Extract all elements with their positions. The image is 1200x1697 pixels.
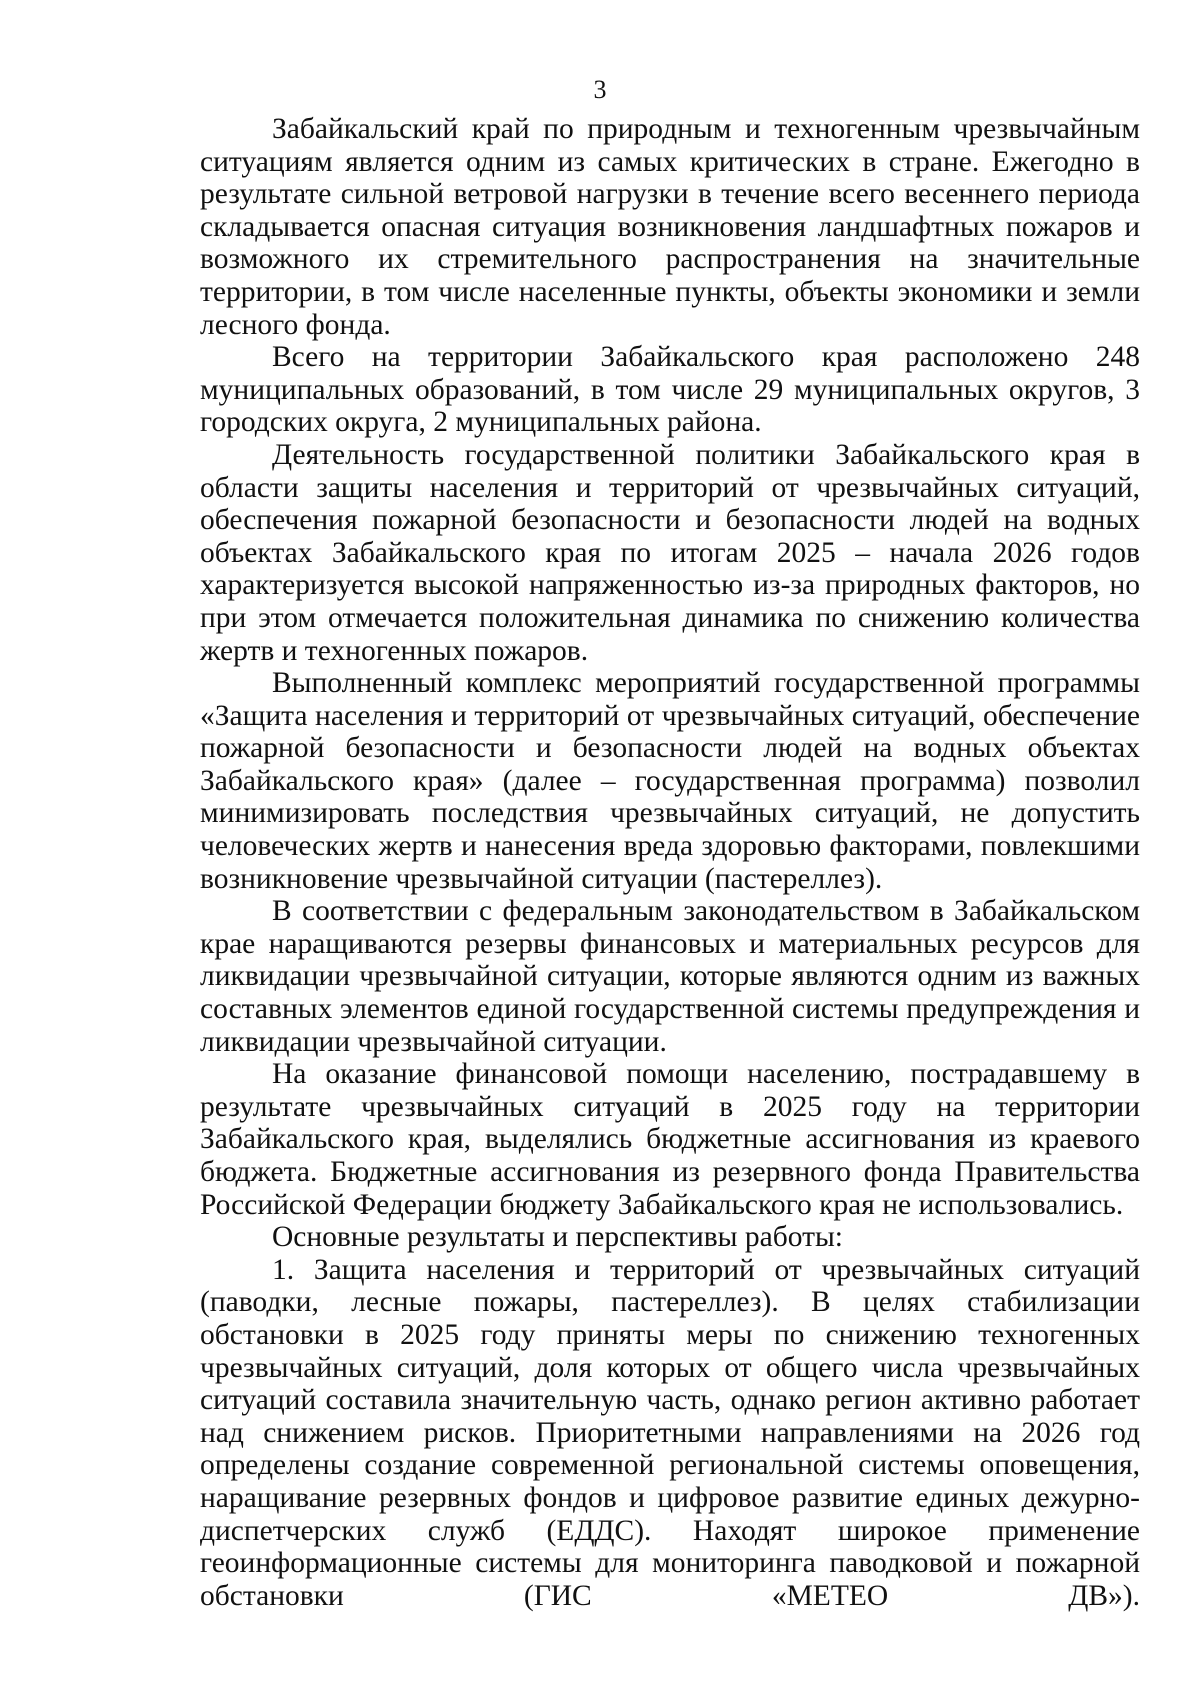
paragraph-state-program: Выполненный комплекс мероприятий государственной программы «Защита населения и территорий от чрезвычайных ситуаций, обеспечение пожарной безопасности и безопасности людей на водных объектах Забайкальского края» (далее – государственная программа) позволил минимизировать последствия чрезвычайных ситуаций, не допустить человеческих жертв и нанесения вреда здоровью факторами, повлекшими возникновение чрезвычайной ситуации (пастереллез). — [200, 667, 1140, 895]
document-body — [200, 113, 1140, 1612]
paragraph-reserves: В соответствии с федеральным законодательством в Забайкальском крае наращиваются резервы финансовых и материальных ресурсов для ликвидации чрезвычайной ситуации, которые являются одним из важных составных элементов единой государственной системы предупреждения и ликвидации чрезвычайной ситуации. — [200, 895, 1140, 1058]
paragraph-result-item-1: 1. Защита населения и территорий от чрезвычайных ситуаций (паводки, лесные пожары, пастереллез). В целях стабилизации обстановки в 2025 году приняты меры по снижению техногенных чрезвычайных ситуаций, доля которых от общего числа чрезвычайных ситуаций составила значительную часть, однако регион активно работает над снижением рисков. Приоритетными направлениями на 2026 год определены создание современной региональной системы оповещения, наращивание резервных фондов и цифровое развитие единых дежурно-диспетчерских служб (ЕДДС). Находят широкое применение геоинформационные системы для мониторинга паводковой и пожарной обстановки (ГИС «МЕТЕО ДВ»). — [200, 1253, 1140, 1612]
paragraph-financial-aid: На оказание финансовой помощи населению, пострадавшему в результате чрезвычайных ситуаций в 2025 году на территории Забайкальского края, выделялись бюджетные ассигнования из краевого бюджета. Бюджетные ассигнования из резервного фонда Правительства Российской Федерации бюджету Забайкальского края не использовались. — [200, 1058, 1140, 1221]
paragraph-results-heading: Основные результаты и перспективы работы: — [272, 1221, 843, 1254]
paragraph-emergency-situations: Забайкальский край по природным и техногенным чрезвычайным ситуациям является одним из самых критических в стране. Ежегодно в результате сильной ветровой нагрузки в течение всего весеннего периода складывается опасная ситуация возникновения ландшафтных пожаров и возможного их стремительного распространения на значительные территории, в том числе населенные пункты, объекты экономики и земли лесного фонда. — [200, 113, 1140, 341]
page-number: 3 — [593, 75, 607, 104]
paragraph-municipalities: Всего на территории Забайкальского края расположено 248 муниципальных образований, в том числе 29 муниципальных округов, 3 городских округа, 2 муниципальных района. — [200, 341, 1140, 439]
paragraph-state-policy: Деятельность государственной политики Забайкальского края в области защиты населения и территорий от чрезвычайных ситуаций, обеспечения пожарной безопасности и безопасности людей на водных объектах Забайкальского края по итогам 2025 – начала 2026 годов характеризуется высокой напряженностью из-за природных факторов, но при этом отмечается положительная динамика по снижению количества жертв и техногенных пожаров. — [200, 438, 1140, 667]
